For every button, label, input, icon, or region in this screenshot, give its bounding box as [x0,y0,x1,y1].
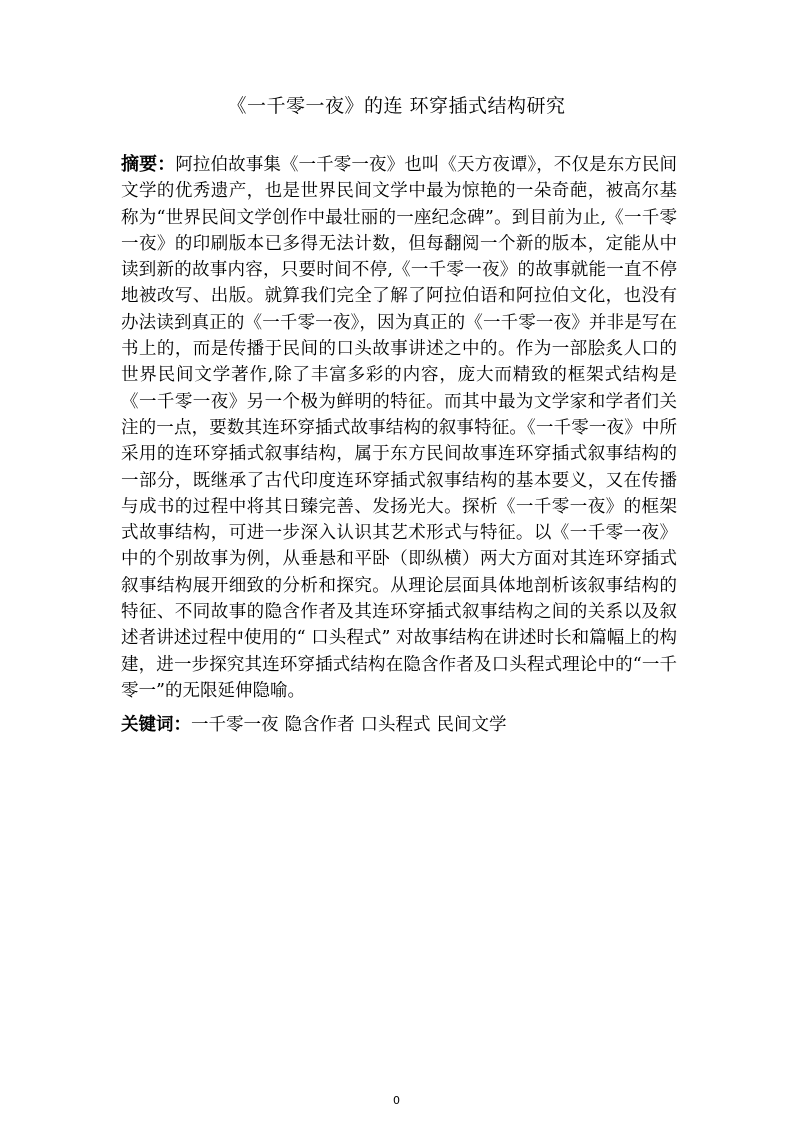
abstract-paragraph [121,152,677,704]
page-title: 《一千零一夜》的连 环穿插式结构研究 [227,95,566,117]
keyword-item: 隐含作者 [284,715,355,735]
abstract-label: 摘要： [121,154,176,175]
keyword-item: 口头程式 [360,715,431,735]
page-number: 0 [393,1094,400,1107]
keyword-item: 一千零一夜 [191,715,279,735]
abstract-text: 阿拉伯故事集《一千零一夜》也叫《天方夜谭》，不仅是东方民间文学的优秀遗产，也是世界民间文学中最为惊艳的一朵奇葩，被高尔基称为“世界民间文学创作中最壮丽的一座纪念碑”。到目前为止,《一千零一夜》的印刷版本已多得无法计数，但每翻阅一个新的版本，定能从中读到新的故事内容，只要时间不停,《一千零一夜》的故事就能一直不停地被改写、出版。就算我们完全了解了阿拉伯语和阿拉伯文化，也没有办法读到真正的《一千零一夜》，因为真正的《一千零一夜》并非是写在书上的，而是传播于民间的口头故事讲述之中的。作为一部脍炙人口的世界民间文学著作,除了丰富多彩的内容，庞大而精致的框架式结构是《一千零一夜》另一个极为鲜明的特征。而其中最为文学家和学者们关注的一点，要数其连环穿插式故事结构的叙事特征。《一千零一夜》中所采用的连环穿插式叙事结构，属于东方民间故事连环穿插式叙事结构的一部分，既继承了古代印度连环穿插式叙事结构的基本要义，又在传播与成书的过程中将其日臻完善、发扬光大。探析《一千零一夜》的框架式故事结构，可进一步深入认识其艺术形式与特征。以《一千零一夜》中的个别故事为例，从垂悬和平卧（即纵横）两大方面对其连环穿插式叙事结构展开细致的分析和探究。从理论层面具体地剖析该叙事结构的特征、不同故事的隐含作者及其连环穿插式叙事结构之间的关系以及叙述者讲述过程中使用的“ 口头程式” 对故事结构在讲述时长和篇幅上的构建，进一步探究其连环穿插式结构在隐含作者及口头程式理论中的“一千零一”的无限延伸隐喻。 [121,155,678,701]
keywords-label: 关键词： [121,715,191,735]
keywords-line [121,712,677,738]
keyword-item: 民间文学 [436,715,507,735]
